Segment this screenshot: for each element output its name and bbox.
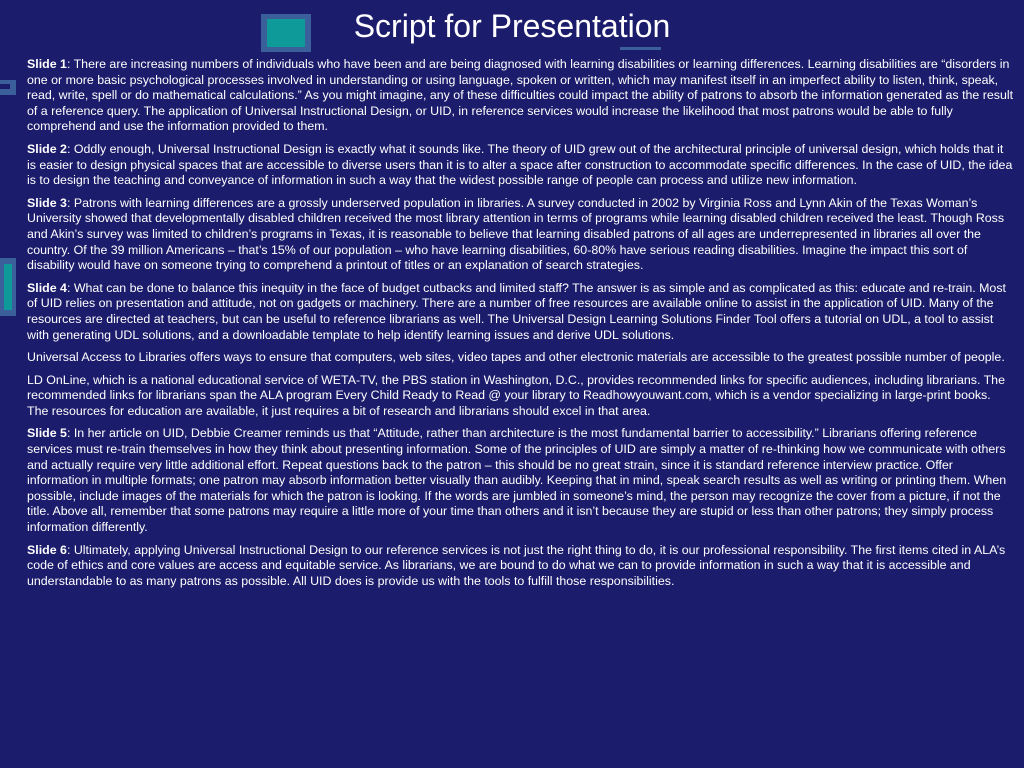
paragraph-ld-online [27,373,1015,420]
script-body [27,57,1015,596]
paragraph-text: LD OnLine, which is a national educational service of WETA-TV, the PBS station in Washington, D.C., provides recommended links for specific audiences, including librarians. The recommended links for librarians span the ALA program Every Child Ready to Read @ your library to Readhowyouwant.com, which is a vendor specializing in large-print books. The resources for education are available, it just requires a bit of research and librarians should excel in that area. [27,372,1005,418]
slide-label: Slide 2 [27,141,67,156]
paragraph-text: : Ultimately, applying Universal Instructional Design to our reference services is not just the right thing to do, it is our professional responsibility. The first items cited in ALA’s code of ethics and core values are access and equitable service. As librarians, we are bound to do what we can to provide information in such a way that it is accessible and understandable to as many patrons as possible. All UID does is provide us with the tools to fulfill those responsibilities. [27,542,1006,588]
paragraph-text: : There are increasing numbers of individuals who have been and are being diagnosed with learning disabilities or learning differences. Learning disabilities are “disorders in one or more basic psychological processes involved in understanding or using language, spoken or written, which may manifest itself in an imperfect ability to listen, think, speak, read, write, spell or do mathematical calculations.” As you might imagine, any of these difficulties could impact the ability of patrons to absorb the information generated as the result of a reference query. The application of Universal Instructional Design, or UID, in reference services would increase the likelihood that most patrons would be able to fully comprehend and use the information provided to them. [27,57,1014,134]
paragraph-slide-6 [27,543,1015,590]
slide-label: Slide 4 [27,280,67,295]
slide-label: Slide 1 [27,57,67,71]
paragraph-text: : What can be done to balance this inequity in the face of budget cutbacks and limited staff? The answer is as simple and as complicated as this: educate and re-train. Most of UID relies on presentation and attitude, not on gadgets or machinery. There are a number of free resources are available online to assist in the application of UID. Many of the resources are directed at teachers, but can be useful to reference librarians as well. The Universal Design Learning Solutions Finder Tool offers a tutorial on UDL, a tool to assist with generating UDL solutions, and a downloadable template to help identify learning issues and derive UDL solutions. [27,280,1006,342]
paragraph-slide-5 [27,426,1015,535]
paragraph-text: : In her article on UID, Debbie Creamer reminds us that “Attitude, rather than architecture is the most fundamental barrier to accessibility.” Librarians offering reference services must re-train themselves in how they think about presenting information. Some of the principles of UID are simply a matter of re-thinking how we communicate with others and actually require very little additional effort. Repeat questions back to the patron – this should be no great strain, since it is standard reference interview practice. Offer information in multiple formats; one patron may absorb information better visually than audibly. Keeping that in mind, speak search results as well as writing or printing them. When possible, include images of the materials for which the patron is looking. If the words are jumbled in someone’s mind, the person may recognize the cover from a picture, if not the title. Above all, remember that some patrons may require a little more of your time than others and it isn’t because they are stupid or less than other patrons; they simply process information differently. [27,426,1007,535]
slide-title [0,6,1024,46]
paragraph-slide-2 [27,142,1015,189]
paragraph-universal-access [27,350,1015,366]
paragraph-slide-4 [27,281,1015,343]
paragraph-text: : Oddly enough, Universal Instructional Design is exactly what it sounds like. The theory of UID grew out of the architectural principle of universal design, which holds that it is easier to design physical spaces that are accessible to diverse users than it is to alter a space after construction to accommodate specific differences. In the case of UID, the idea is to design the teaching and conveyance of information in such a way that the widest possible range of people can process and utilize new information. [27,141,1013,188]
paragraph-slide-1 [27,57,1015,135]
left-decoration-bar-inner [4,264,12,310]
slide-label: Slide 5 [27,426,67,441]
left-decoration-small-cut [0,84,10,89]
paragraph-slide-3 [27,196,1015,274]
paragraph-text: : Patrons with learning differences are a grossly underserved population in libraries. A survey conducted in 2002 by Virginia Ross and Lynn Akin of the Texas Woman’s University showed that developmentally disabled children received the most library attention in terms of programs while learning disabled children received the least. Though Ross and Akin’s survey was limited to children’s programs in Texas, it is reasonable to believe that learning disabled patrons of all ages are underrepresented in libraries all over the country. Of the 39 million Americans – that’s 15% of our population – who have learning disabilities, 60-80% have serious reading disabilities. Imagine the impact this sort of disability would have on someone trying to comprehend a printout of titles or an explanation of search strategies. [27,195,1005,273]
slide-title-text: Script for Presentation [353,8,671,44]
title-decoration-underline [620,47,661,50]
paragraph-text: Universal Access to Libraries offers ways to ensure that computers, web sites, video tapes and other electronic materials are accessible to the greatest possible number of people. [27,350,1005,365]
slide-label: Slide 6 [27,542,67,557]
slide-label: Slide 3 [27,195,67,210]
